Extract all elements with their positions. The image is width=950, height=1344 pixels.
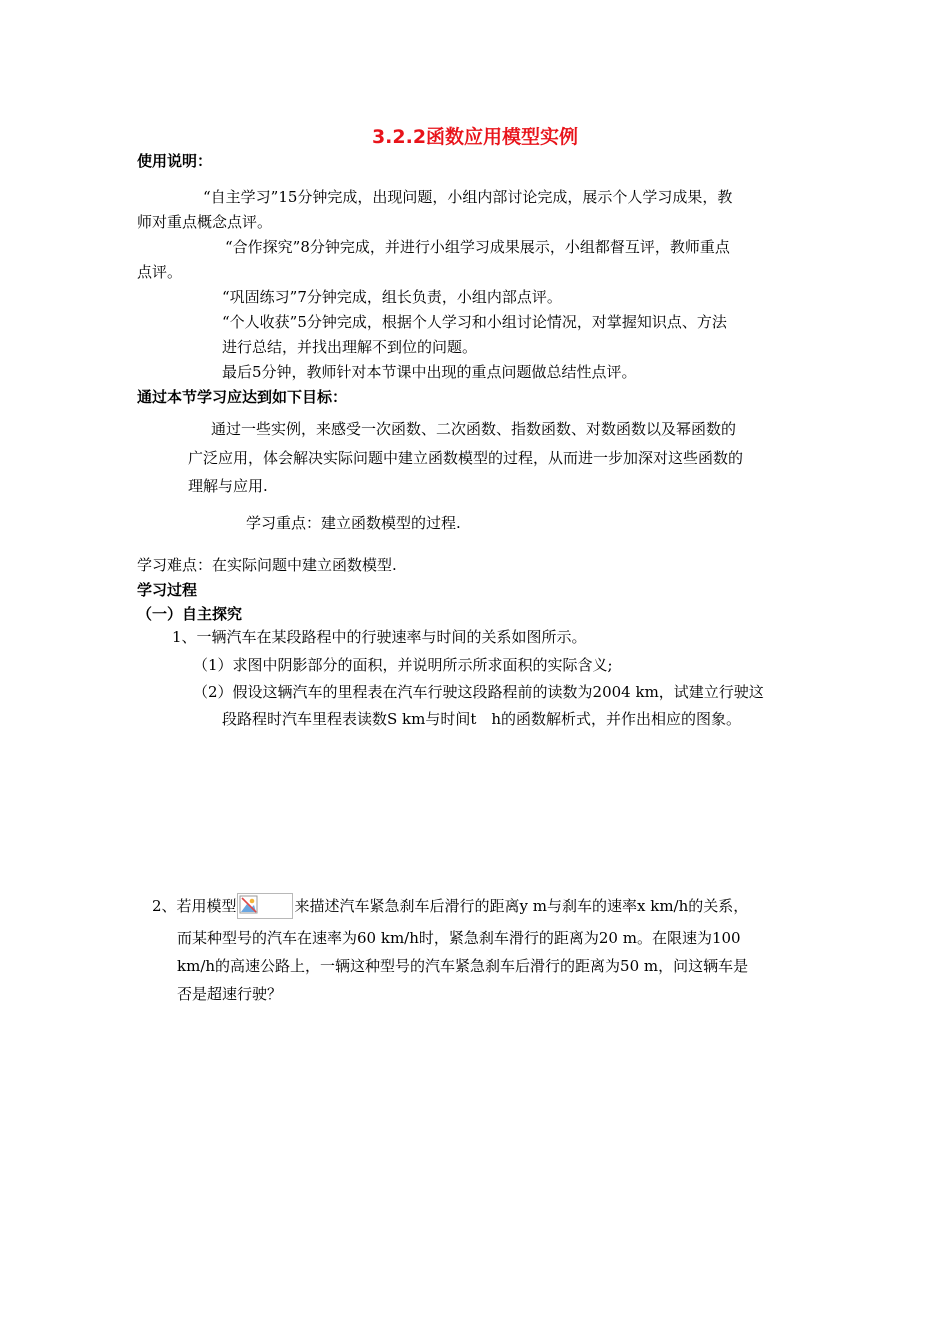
question-2-line-1: [152, 893, 748, 919]
usage-paragraph-2-line-2: 点评。: [137, 263, 183, 281]
question-1-part-2-line-2: 段路程时汽车里程表读数S km与时间t h的函数解析式，并作出相应的图象。: [222, 710, 742, 728]
question-2-line-3: km/h的高速公路上，一辆这种型号的汽车紧急刹车后滑行的距离为50 m，问这辆车是: [177, 957, 749, 975]
question-1-stem: 1、一辆汽车在某段路程中的行驶速率与时间的关系如图所示。: [172, 628, 587, 646]
goals-line-2: 广泛应用，体会解决实际问题中建立函数模型的过程，从而进一步加深对这些函数的: [188, 449, 744, 467]
question-2-line-4: 否是超速行驶？: [177, 985, 283, 1003]
question-1-part-1: （1）求图中阴影部分的面积，并说明所示所求面积的实际含义;: [193, 656, 613, 674]
question-2-line-2: 而某种型号的汽车在速率为60 km/h时，紧急刹车滑行的距离为20 m。在限速为100: [177, 929, 741, 947]
question-2-rest: 来描述汽车紧急刹车后滑行的距离y m与刹车的速率x km/h的关系，: [294, 897, 749, 915]
usage-heading: 使用说明：: [137, 152, 213, 170]
page-title: 3.2.2函数应用模型实例: [371, 126, 579, 148]
usage-paragraph-4-line-2: 进行总结，并找出理解不到位的问题。: [222, 338, 478, 356]
usage-paragraph-5: 最后5分钟，教师针对本节课中出现的重点问题做总结性点评。: [222, 363, 637, 381]
process-heading: 学习过程: [137, 581, 198, 599]
usage-paragraph-1-line-2: 师对重点概念点评。: [137, 213, 273, 231]
question-2-lead: 2、若用模型: [152, 897, 237, 915]
goals-line-3: 理解与应用.: [188, 477, 268, 495]
question-1-part-2-line-1: （2）假设这辆汽车的里程表在汽车行驶这段路程前的读数为2004 km，试建立行驶这: [193, 683, 764, 701]
usage-paragraph-2-line-1: “合作探究”8分钟完成，并进行小组学习成果展示，小组都督互评，教师重点: [225, 238, 730, 256]
broken-image-icon: [237, 893, 293, 919]
goals-heading: 通过本节学习应达到如下目标：: [137, 388, 348, 406]
key-point: 学习重点：建立函数模型的过程.: [246, 514, 461, 532]
usage-paragraph-4-line-1: “个人收获”5分钟完成，根据个人学习和小组讨论情况，对掌握知识点、方法: [222, 313, 727, 331]
section-1-heading: （一）自主探究: [137, 605, 243, 623]
usage-paragraph-1-line-1: “自主学习”15分钟完成，出现问题，小组内部讨论完成，展示个人学习成果，教: [203, 188, 733, 206]
usage-paragraph-3: “巩固练习”7分钟完成，组长负责，小组内部点评。: [222, 288, 562, 306]
goals-line-1: 通过一些实例，来感受一次函数、二次函数、指数函数、对数函数以及幂函数的: [211, 420, 737, 438]
difficulty: 学习难点：在实际问题中建立函数模型.: [137, 556, 397, 574]
